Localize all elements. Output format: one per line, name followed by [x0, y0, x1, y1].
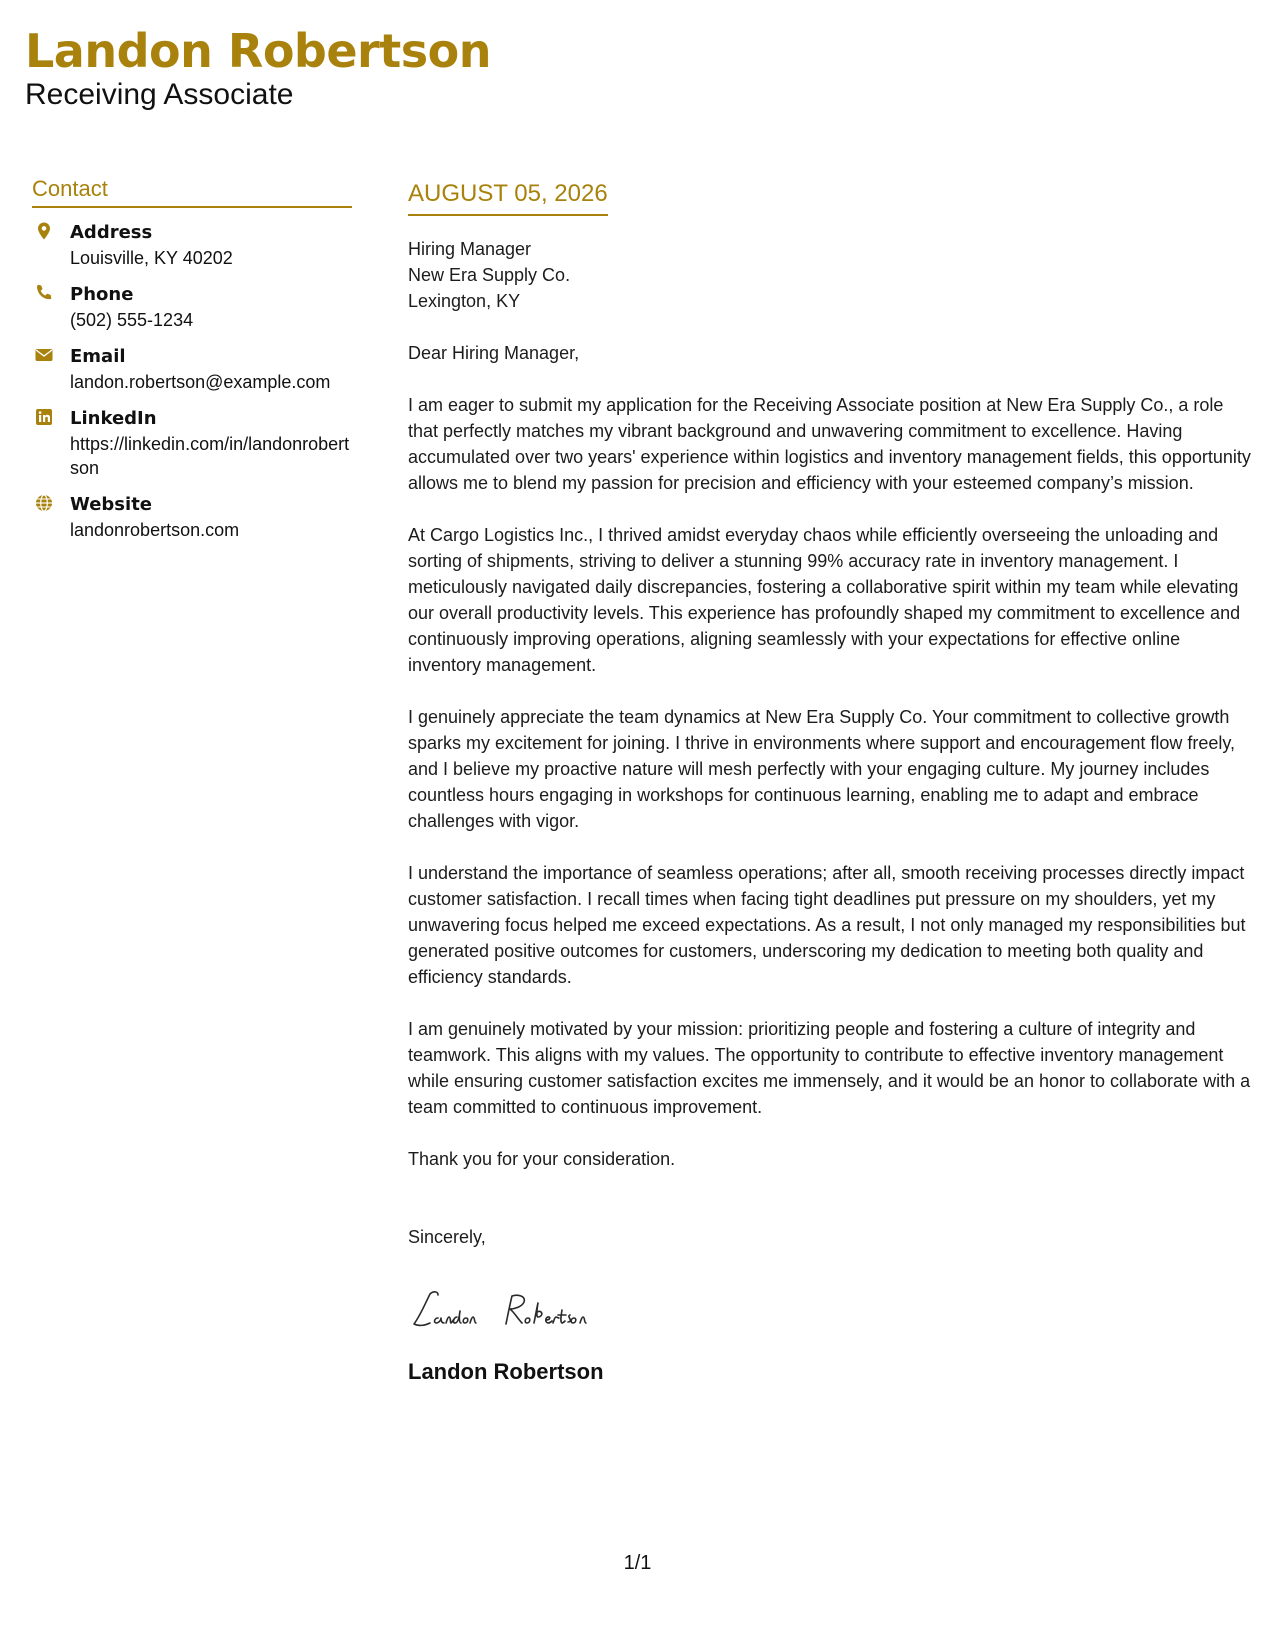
closing: Sincerely, — [408, 1227, 486, 1247]
contact-item-phone — [32, 282, 352, 332]
contact-item-email — [32, 344, 352, 394]
linkedin-icon — [34, 407, 54, 427]
salutation: Dear Hiring Manager, — [408, 343, 580, 363]
contact-label: Email — [70, 346, 126, 367]
contact-list — [32, 220, 352, 542]
paragraph: I am genuinely motivated by your mission: prioritizing people and fostering a culture of integrity and teamwork. This aligns with my values. The opportunity to contribute to effective inventory management while ensuring customer satisfaction excites me immensely, and it would be an honor to collaborate with a team committed to continuous improvement. — [408, 1019, 1251, 1117]
contact-label: Address — [70, 222, 153, 243]
contact-item-website — [32, 492, 352, 542]
applicant-name: Landon Robertson — [25, 24, 491, 78]
contact-value[interactable]: https://linkedin.com/in/landonrobertson — [70, 434, 350, 478]
contact-value: landon.robertson@example.com — [70, 372, 331, 392]
paragraph: Thank you for your consideration. — [408, 1149, 676, 1169]
contact-item-linkedin — [32, 406, 352, 480]
paragraph: I am eager to submit my application for the Receiving Associate position at New Era Supply Co., a role that perfectly matches my vibrant background and unwavering commitment to excellence. Having accumulated over two years' experience within logistics and inventory management fields, this opportunity allows me to blend my passion for precision and efficiency with your esteemed company’s mission. — [408, 395, 1251, 493]
contact-heading: Contact — [32, 176, 352, 208]
map-pin-icon — [34, 221, 54, 241]
phone-icon — [34, 283, 54, 303]
signer-name: Landon Robertson — [408, 1359, 604, 1384]
recipient-block — [408, 236, 1256, 314]
page-number: 1/1 — [623, 1552, 652, 1574]
letter-body — [408, 180, 1256, 1386]
recipient-line: New Era Supply Co. — [408, 265, 571, 285]
contact-sidebar — [32, 176, 352, 554]
contact-label: Phone — [70, 284, 134, 305]
contact-item-address — [32, 220, 352, 270]
envelope-icon — [34, 345, 54, 365]
recipient-line: Hiring Manager — [408, 239, 532, 259]
paragraph: I understand the importance of seamless operations; after all, smooth receiving processes directly impact customer satisfaction. I recall times when facing tight deadlines put pressure on my shoulders, yet my unwavering focus helped me exceed expectations. As a result, I not only managed my responsibilities but generated positive outcomes for customers, underscoring my dedication to meeting both quality and efficiency standards. — [408, 863, 1246, 987]
contact-value: (502) 555-1234 — [70, 310, 194, 330]
globe-icon — [34, 493, 54, 513]
recipient-line: Lexington, KY — [408, 291, 521, 311]
job-title: Receiving Associate — [25, 78, 294, 111]
letter-date: AUGUST 05, 2026 — [408, 180, 608, 207]
handwritten-signature — [408, 1280, 1256, 1340]
paragraph: At Cargo Logistics Inc., I thrived amidst everyday chaos while efficiently overseeing the unloading and sorting of shipments, striving to deliver a stunning 99% accuracy rate in inventory management. I meticulously navigated daily discrepancies, fostering a collaborative spirit within my team while elevating our overall productivity levels. This experience has profoundly shaped my commitment to excellence and continuously improving operations, aligning seamlessly with your expectations for effective online inventory management. — [408, 525, 1241, 675]
contact-value: Louisville, KY 40202 — [70, 248, 233, 268]
date-block — [408, 180, 608, 216]
contact-value[interactable]: landonrobertson.com — [70, 520, 240, 540]
resume-header — [25, 22, 491, 112]
paragraph: I genuinely appreciate the team dynamics at New Era Supply Co. Your commitment to collective growth sparks my excitement for joining. I thrive in environments where support and encouragement flow freely, and I believe my proactive nature will mesh perfectly with your engaging culture. My journey includes countless hours engaging in workshops for continuous learning, enabling me to adapt and embrace challenges with vigor. — [408, 707, 1236, 831]
contact-label: Website — [70, 494, 153, 515]
contact-label: LinkedIn — [70, 408, 157, 429]
